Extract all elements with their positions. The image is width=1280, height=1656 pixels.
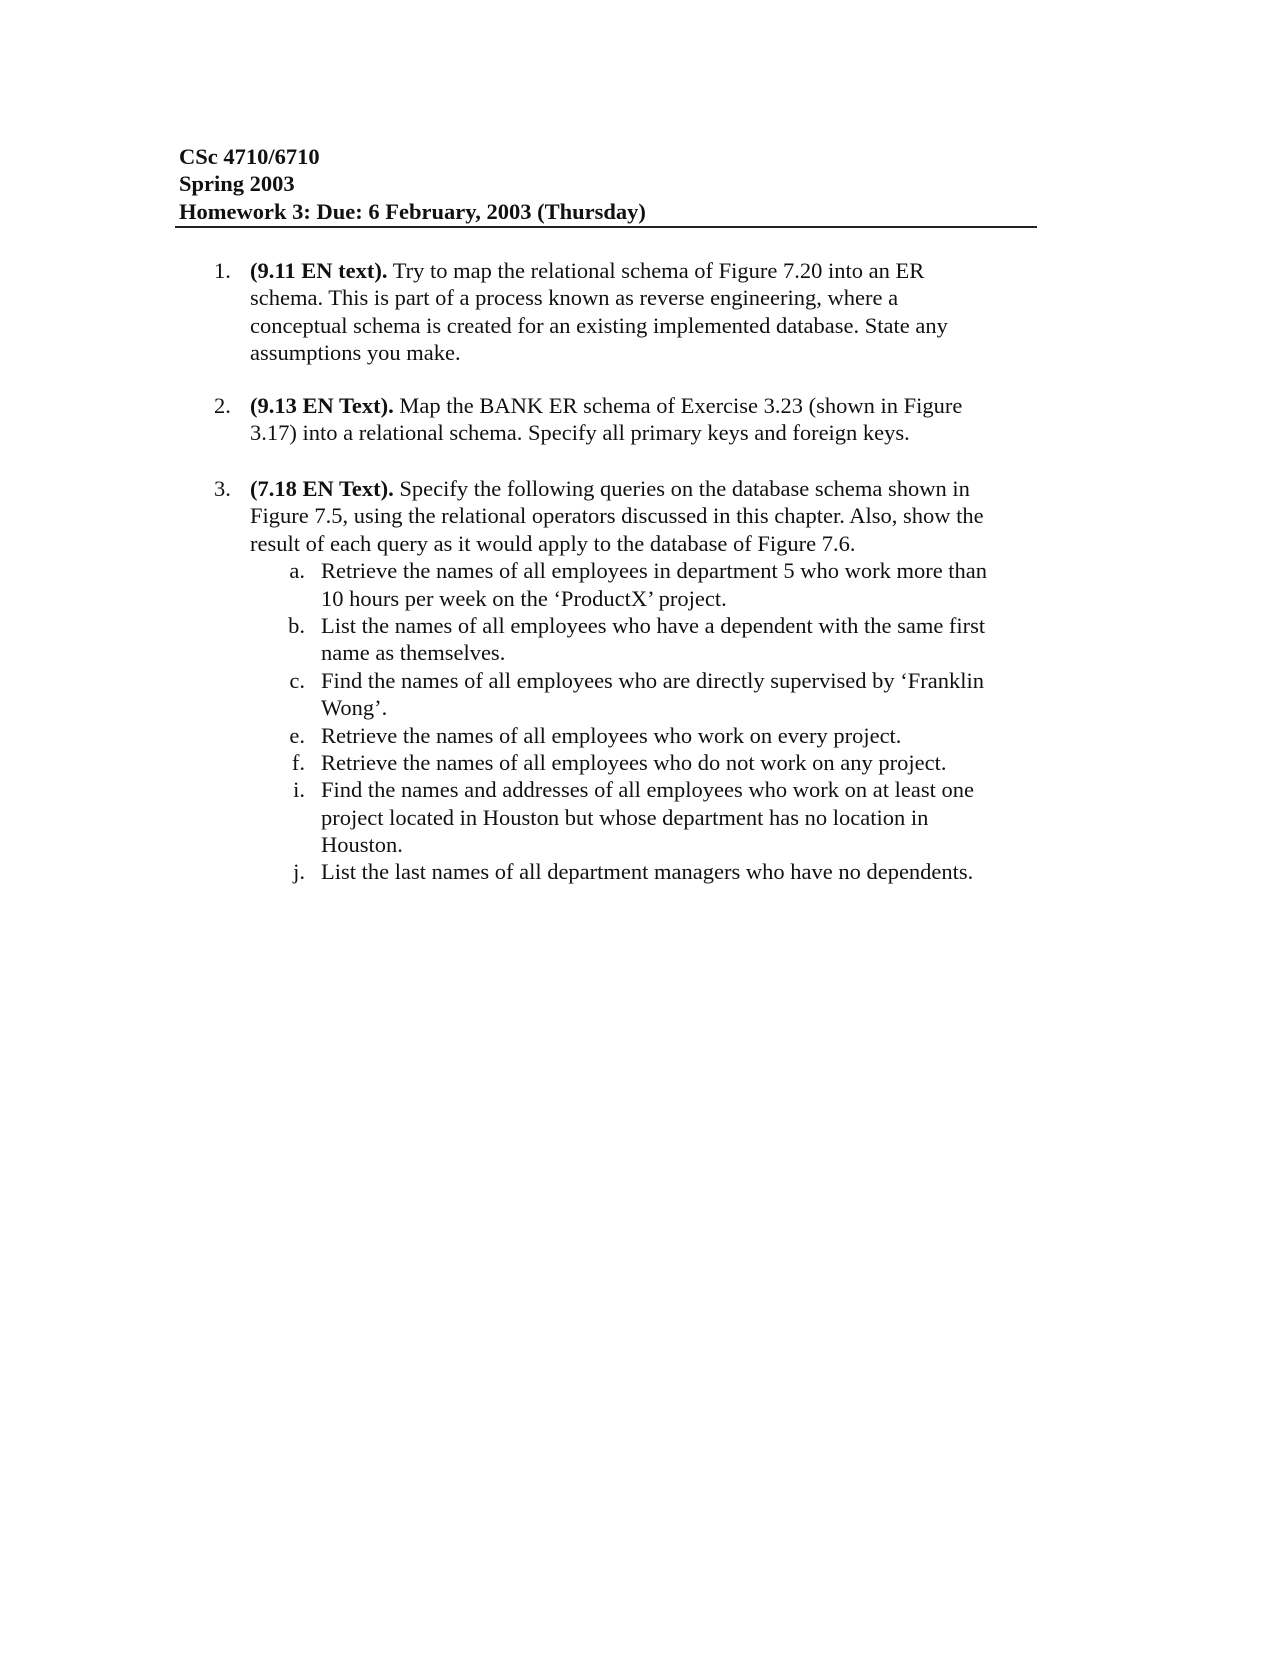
- sub-question-text: [321, 749, 1114, 776]
- sub-question-line: Wong’.: [321, 695, 388, 721]
- term: Spring 2003: [179, 171, 295, 197]
- sub-question: [285, 858, 1114, 885]
- sub-question-letter: a.: [289, 558, 305, 584]
- question-item: [214, 392, 1114, 447]
- question-text: Try to map the relational schema of Figure 7.20 into an ER: [387, 258, 925, 283]
- sub-question-line: Retrieve the names of all employees who work on every project.: [321, 722, 902, 748]
- sub-question-line: Retrieve the names of all employees in department 5 who work more than: [321, 558, 988, 584]
- question-source-label: (9.13 EN Text).: [250, 393, 394, 418]
- sub-question-line: Find the names of all employees who are directly supervised by ‘Franklin: [321, 667, 984, 693]
- question-line: schema. This is part of a process known as reverse engineering, where a: [250, 285, 899, 311]
- question-line: 3.17) into a relational schema. Specify all primary keys and foreign keys.: [250, 420, 910, 446]
- sub-question-line: List the last names of all department managers who have no dependents.: [321, 859, 974, 885]
- question-number: 1.: [214, 258, 231, 283]
- sub-question-letter: e.: [289, 722, 305, 748]
- question-source-label: (9.11 EN text).: [250, 258, 388, 283]
- sub-question: [285, 749, 1114, 776]
- sub-question-line: 10 hours per week on the ‘ProductX’ project.: [321, 585, 727, 611]
- sub-question-text: [321, 667, 1114, 722]
- question-number: 2.: [214, 393, 231, 418]
- question-body: [250, 392, 1114, 447]
- question-number: 3.: [214, 476, 231, 501]
- question-line: [250, 392, 1114, 419]
- sub-question-letter: b.: [288, 612, 305, 638]
- sub-question-line: Retrieve the names of all employees who do not work on any project.: [321, 749, 947, 775]
- question-body: [250, 475, 1114, 557]
- sub-question: [285, 722, 1114, 749]
- question-item: [214, 475, 1114, 886]
- question-text: Map the BANK ER schema of Exercise 3.23 (shown in Figure: [393, 393, 963, 418]
- sub-question-letter: i.: [293, 777, 305, 803]
- sub-question-text: [321, 557, 1114, 612]
- question-source-label: (7.18 EN Text).: [250, 476, 394, 501]
- question-line: Figure 7.5, using the relational operators discussed in this chapter. Also, show the: [250, 503, 984, 529]
- course-code: CSc 4710/6710: [179, 144, 320, 169]
- question-line: result of each query as it would apply to the database of Figure 7.6.: [250, 530, 856, 556]
- sub-question-text: [321, 612, 1114, 667]
- question-line: conceptual schema is created for an existing implemented database. State any: [250, 312, 948, 338]
- sub-question: [285, 557, 1114, 612]
- sub-question-line: name as themselves.: [321, 640, 506, 666]
- question-text: Specify the following queries on the database schema shown in: [393, 476, 970, 501]
- sub-question-line: project located in Houston but whose department has no location in: [321, 804, 929, 830]
- sub-question: [285, 612, 1114, 667]
- sub-question: [285, 667, 1114, 722]
- header-rule: [175, 226, 1037, 228]
- assignment-title: Homework 3: Due: 6 February, 2003 (Thursday): [179, 198, 646, 224]
- question-line: assumptions you make.: [250, 340, 461, 366]
- sub-question-letter: j.: [293, 859, 305, 885]
- sub-question-letter: f.: [291, 749, 305, 775]
- sub-question: [285, 776, 1114, 858]
- sub-question-letter: c.: [289, 667, 305, 693]
- sub-question-line: Houston.: [321, 832, 403, 858]
- sub-question-text: [321, 722, 1114, 749]
- question-line: [250, 475, 1114, 502]
- sub-question-line: List the names of all employees who have a dependent with the same first: [321, 612, 986, 638]
- document-header: [179, 143, 646, 225]
- sub-question-line: Find the names and addresses of all employees who work on at least one: [321, 777, 974, 803]
- sub-question-text: [321, 776, 1114, 858]
- question-item: [214, 257, 1114, 367]
- question-line: [250, 257, 1114, 284]
- sub-question-text: [321, 858, 1114, 885]
- question-body: [250, 257, 1114, 367]
